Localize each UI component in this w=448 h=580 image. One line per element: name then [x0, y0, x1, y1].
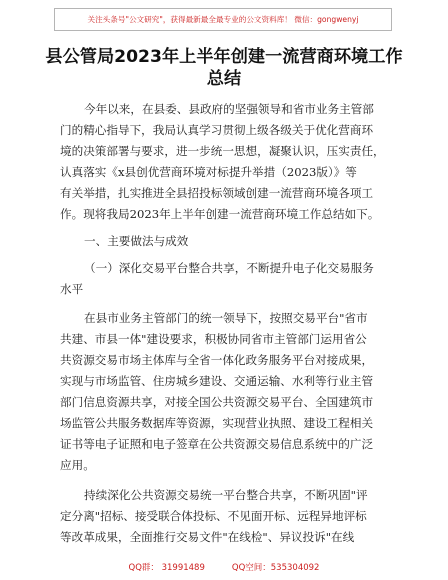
contact-footer-text: QQ群： 31991489 QQ空间：535304092	[128, 563, 320, 573]
title-line-2: 总结	[206, 69, 242, 89]
body-line: 在县市业务主管部门的统一领导下，按照交易平台"省市	[84, 311, 368, 325]
document-title	[0, 46, 448, 90]
body-line: 证书等电子证照和电子签章在公共资源交易信息系统中的广泛	[60, 437, 374, 451]
body-line: 应用。	[60, 458, 95, 472]
intro-line: 门的精心指导下，我局认真学习贯彻上级各级关于优化营商环	[60, 123, 374, 137]
promo-banner-text: 关注头条号"公文研究"，获得最新最全最专业的公文资料库！ 微信：gongwenyj	[87, 15, 359, 24]
contact-footer	[0, 561, 448, 573]
title-line-1: 县公管局2023年上半年创建一流营商环境工作	[45, 47, 403, 67]
body-line: 共建、市县一体"建设要求，积极协同省市主管部门运用省公	[60, 332, 367, 346]
body-line: 实现与市场监管、住房城乡建设、交通运输、水利等行业主管	[60, 374, 374, 388]
subsection-heading-line: 水平	[60, 282, 84, 296]
intro-line: 有关举措，扎实推进全县招投标领域创建一流营商环境各项工	[60, 186, 374, 200]
section-heading: 一、主要做法与成效	[84, 234, 189, 248]
body-line: 共资源交易市场主体库与全省一体化政务服务平台对接成果，	[60, 353, 374, 367]
intro-line: 今年以来，在县委、县政府的坚强领导和省市业务主管部	[84, 102, 374, 116]
intro-line: 境的决策部署与要求，进一步统一思想，凝聚认识，压实责任，	[60, 144, 385, 158]
body-line: 等改革成果，全面推行交易文件"在线检"、异议投诉"在线	[60, 530, 355, 544]
promo-banner	[54, 8, 392, 31]
intro-line: 认真落实《x县创优营商环境对标提升举措（2023版）》等	[60, 165, 357, 179]
body-line: 部门信息资源共享，对接全国公共资源交易平台、全国建筑市	[60, 395, 374, 409]
body-line: 定分离"招标、接受联合体投标、不见面开标、远程异地评标	[60, 509, 367, 523]
subsection-heading-line: （一）深化交易平台整合共享，不断提升电子化交易服务	[84, 261, 374, 275]
intro-line: 作。现将我局2023年上半年创建一流营商环境工作总结如下。	[60, 207, 380, 221]
body-line: 持续深化公共资源交易统一平台整合共享，不断巩固"评	[84, 488, 368, 502]
body-line: 场监管公共服务数据库等资源，实现营业执照、建设工程相关	[60, 416, 374, 430]
